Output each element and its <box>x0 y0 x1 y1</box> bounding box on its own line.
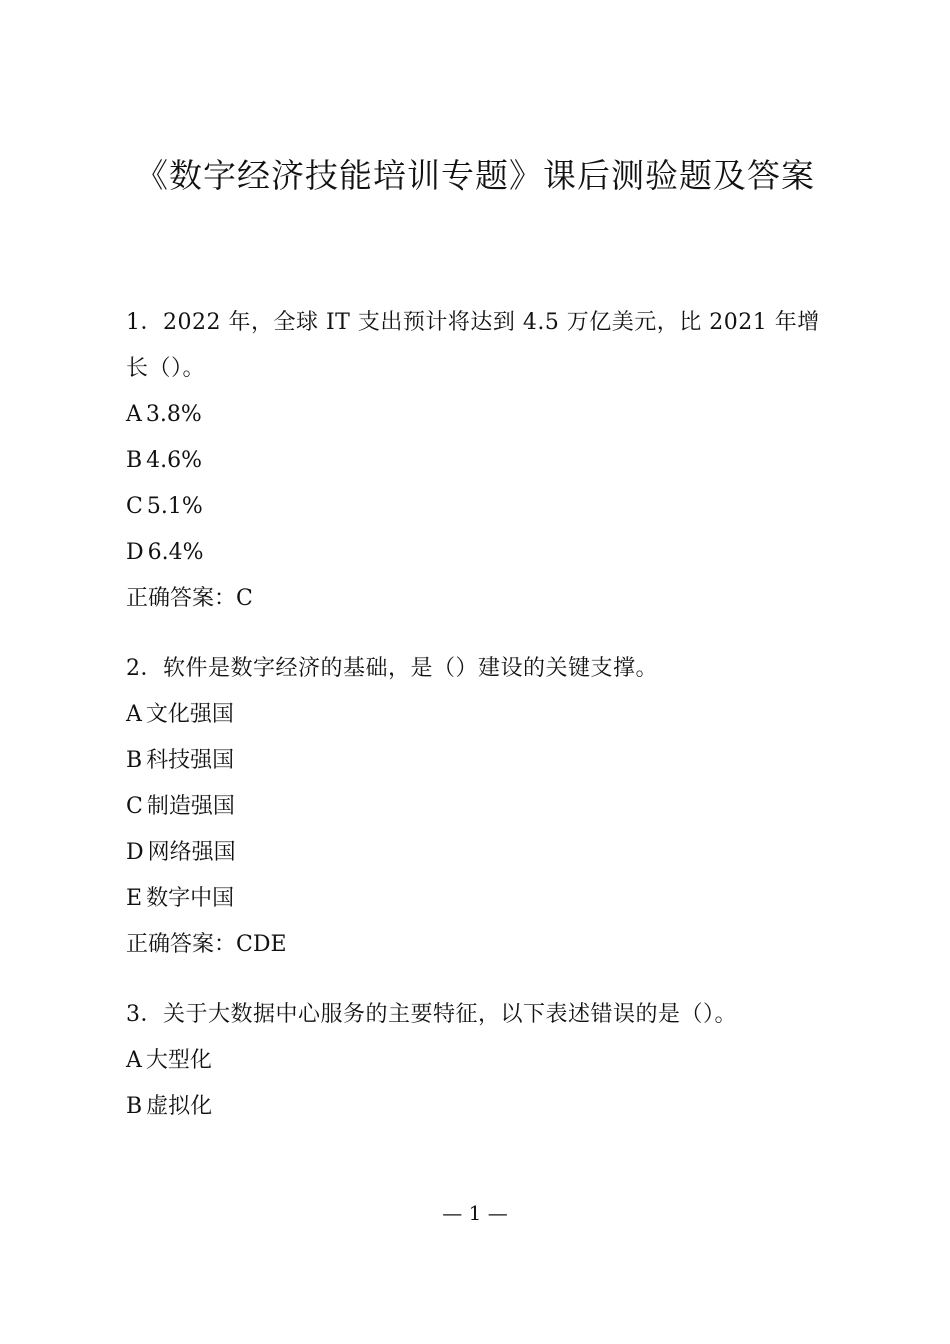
option-b <box>126 1084 834 1130</box>
option-c <box>126 784 834 830</box>
option-letter: D <box>126 540 144 565</box>
question-2 <box>126 646 834 968</box>
option-letter: C <box>126 794 143 819</box>
option-letter: D <box>126 840 144 865</box>
option-e <box>126 876 834 922</box>
option-a <box>126 1038 834 1084</box>
question-1 <box>126 300 834 622</box>
option-text: 3.8% <box>145 402 202 427</box>
option-text: 数字中国 <box>146 886 235 911</box>
answer-line: 正确答案：CDE <box>126 932 287 957</box>
option-text: 文化强国 <box>145 702 234 727</box>
option-letter: B <box>126 448 143 473</box>
option-a <box>126 392 834 438</box>
option-d <box>126 530 834 576</box>
option-letter: A <box>126 1048 142 1073</box>
option-letter: C <box>126 494 143 519</box>
option-text: 虚拟化 <box>146 1094 213 1119</box>
option-b <box>126 438 834 484</box>
option-text: 大型化 <box>145 1048 212 1073</box>
option-a <box>126 692 834 738</box>
option-letter: B <box>126 1094 143 1119</box>
page-number: — 1 — <box>442 1201 508 1225</box>
option-d <box>126 830 834 876</box>
option-b <box>126 738 834 784</box>
option-c <box>126 484 834 530</box>
answer-line: 正确答案：C <box>126 586 253 611</box>
option-letter: E <box>126 886 143 911</box>
question-stem: 3．关于大数据中心服务的主要特征，以下表述错误的是（）。 <box>126 1002 737 1027</box>
page-title: 《数字经济技能培训专题》课后测验题及答案 <box>135 156 815 195</box>
option-text: 科技强国 <box>146 748 235 773</box>
option-text: 制造强国 <box>146 794 235 819</box>
question-list <box>126 300 834 1130</box>
option-text: 网络强国 <box>147 840 236 865</box>
option-letter: A <box>126 402 142 427</box>
question-stem: 1．2022 年，全球 IT 支出预计将达到 4.5 万亿美元，比 2021 年增长（）。 <box>126 310 820 381</box>
option-letter: A <box>126 702 142 727</box>
option-text: 5.1% <box>146 494 203 519</box>
option-text: 4.6% <box>146 448 203 473</box>
option-letter: B <box>126 748 143 773</box>
option-text: 6.4% <box>147 540 204 565</box>
question-stem: 2．软件是数字经济的基础，是（）建设的关键支撑。 <box>126 656 658 681</box>
question-3 <box>126 992 834 1130</box>
